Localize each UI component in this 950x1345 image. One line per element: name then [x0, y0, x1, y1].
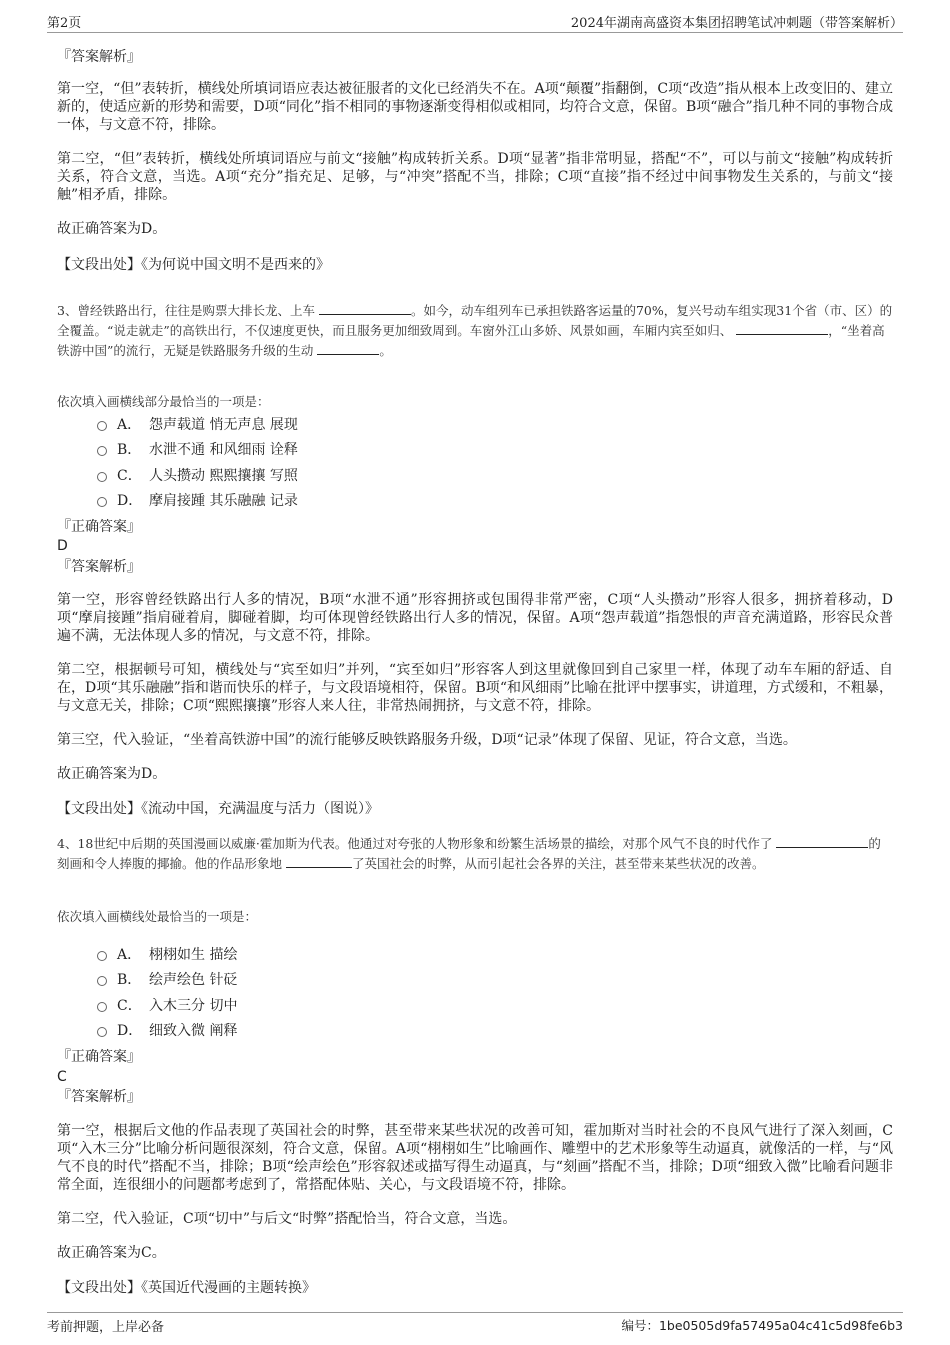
question-stem: [57, 301, 893, 361]
question-text: 的刻画和令人捧腹的揶揄。他的作品形象地: [57, 836, 881, 871]
conclusion-text: 故正确答案为D。: [57, 221, 167, 237]
answer-blank: [776, 835, 868, 848]
analysis-label: 『答案解析』: [57, 49, 141, 65]
option-c[interactable]: [97, 992, 237, 1018]
source-citation: 【文段出处】《流动中国，充满温度与活力（图说）》: [57, 801, 379, 817]
conclusion-text: 故正确答案为C。: [57, 1245, 166, 1261]
option-text: 绘声绘色 针砭: [149, 972, 238, 989]
option-c[interactable]: [97, 462, 298, 488]
document-title: 2024年湖南高盛资本集团招聘笔试冲刺题（带答案解析）: [570, 16, 903, 31]
analysis-label: 『答案解析』: [57, 559, 141, 575]
option-d[interactable]: [97, 488, 298, 514]
question-text: 。: [379, 343, 392, 358]
radio-icon[interactable]: [97, 1027, 107, 1037]
option-letter: A．: [117, 946, 142, 963]
answer-blank: [317, 342, 379, 355]
option-text: 人头攒动 熙熙攘攘 写照: [149, 467, 298, 484]
answer-blank: [736, 322, 828, 335]
radio-icon[interactable]: [97, 472, 107, 482]
radio-icon[interactable]: [97, 421, 107, 431]
option-text: 怨声载道 悄无声息 展现: [149, 416, 298, 433]
option-letter: B．: [117, 972, 142, 989]
analysis-paragraph: 第二空，“但”表转折，横线处所填词语应与前文“接触”构成转折关系。D项“显著”指非常明显，搭配“不”，可以与前文“接触”构成转折关系，符合文意，当选。A项“充分”指充足、足够，与“冲突”搭配不当，排除；C项“直接”指不经过中间事物发生关系的，与前文“接触”相矛盾，排除。: [57, 151, 893, 203]
option-b[interactable]: [97, 967, 237, 993]
option-d[interactable]: [97, 1018, 237, 1044]
document-id: 编号：1be0505d9fa57495a04c41c5d98fe6b3: [621, 1318, 903, 1333]
page-header: [47, 10, 903, 33]
question-4: [57, 834, 893, 874]
page-footer: [47, 1312, 903, 1335]
option-list: [97, 941, 237, 1043]
question-text: 了英国社会的时弊，从而引起社会各界的关注，甚至带来某些状况的改善。: [352, 856, 765, 871]
radio-icon[interactable]: [97, 497, 107, 507]
option-b[interactable]: [97, 437, 298, 463]
conclusion-text: 故正确答案为D。: [57, 766, 167, 782]
correct-answer-label: 『正确答案』: [57, 519, 141, 535]
analysis-paragraph: 第一空，“但”表转折，横线处所填词语应表达被征服者的文化已经消失不在。A项“颠覆”指翻倒，C项“改造”指从根本上改变旧的、建立新的，使适应新的形势和需要，D项“同化”指不相同的事物逐渐变得相似或相同，均符合文意，保留。B项“融合”指几种不同的事物合成一体，与文意不符，排除。: [57, 81, 893, 133]
analysis-paragraph: 第二空，代入验证，C项“切中”与后文“时弊”搭配恰当，符合文意，当选。: [57, 1211, 517, 1227]
question-text: 。如今，动车组列车已承担铁路客运量的70%，复兴号动车组实现31个省（市、区）的全覆盖。“说走就走”的高铁出行，不仅速度更快，而且服务更加细致周到。车窗外江山多娇、风景如画，车厢内宾至如归、: [57, 303, 893, 338]
correct-answer: C: [57, 1069, 67, 1085]
correct-answer-label: 『正确答案』: [57, 1049, 141, 1065]
source-citation: 【文段出处】《为何说中国文明不是西来的》: [57, 257, 330, 273]
option-letter: D．: [117, 1023, 143, 1040]
analysis-paragraph: 第二空，根据顿号可知，横线处与“宾至如归”并列，“宾至如归”形容客人到这里就像回到自己家里一样，体现了动车车厢的舒适、自在，D项“其乐融融”指和谐而快乐的样子，与文段语境相符，保留。B项“和风细雨”比喻在批评中摆事实，讲道理，方式缓和，不粗暴，与文意无关，排除；C项“熙熙攘攘”形容人来人往，非常热闹拥挤，与文意不符，排除。: [57, 662, 893, 714]
question-text: ，“坐着高铁游中国”的流行，无疑是铁路服务升级的生动: [57, 323, 885, 358]
radio-icon[interactable]: [97, 1002, 107, 1012]
page-number: 第2页: [47, 16, 82, 31]
question-stem: [57, 834, 893, 874]
analysis-paragraph: 第三空，代入验证，“坐着高铁游中国”的流行能够反映铁路服务升级，D项“记录”体现了保留、见证，符合文意，当选。: [57, 732, 797, 748]
analysis-label: 『答案解析』: [57, 1089, 141, 1105]
question-prompt: 依次填入画横线处最恰当的一项是：: [57, 909, 258, 924]
footer-slogan: 考前押题，上岸必备: [47, 1320, 165, 1335]
option-text: 水泄不通 和风细雨 诠释: [149, 442, 298, 459]
option-letter: A．: [117, 416, 142, 433]
analysis-paragraph: 第一空，形容曾经铁路出行人多的情况，B项“水泄不通”形容拥挤或包围得非常严密，C项“人头攒动”形容人很多，拥挤着移动，D项“摩肩接踵”指肩碰着肩，脚碰着脚，均可体现曾经铁路出行人多的情况，保留。A项“怨声载道”指怨恨的声音充满道路，形容民众普遍不满，无法体现人多的情况，与文意不符，排除。: [57, 592, 893, 644]
option-text: 摩肩接踵 其乐融融 记录: [149, 493, 298, 510]
radio-icon[interactable]: [97, 951, 107, 961]
option-list: [97, 411, 298, 513]
option-letter: C．: [117, 467, 142, 484]
radio-icon[interactable]: [97, 446, 107, 456]
option-a[interactable]: [97, 941, 237, 967]
question-prompt: 依次填入画横线部分最恰当的一项是：: [57, 394, 270, 409]
option-text: 入木三分 切中: [149, 997, 238, 1014]
answer-blank: [319, 302, 411, 315]
radio-icon[interactable]: [97, 976, 107, 986]
analysis-paragraph: 第一空，根据后文他的作品表现了英国社会的时弊，甚至带来某些状况的改善可知，霍加斯对当时社会的不良风气进行了深入刻画，C项“入木三分”比喻分析问题很深刻，符合文意，保留。A项“栩栩如生”比喻画作、雕塑中的艺术形象等生动逼真，就像活的一样，与“风气不良的时代”搭配不当，排除；B项“绘声绘色”形容叙述或描写得生动逼真，与“刻画”搭配不当，排除；D项“细致入微”比喻看问题非常全面，连很细小的问题都考虑到了，常搭配体贴、关心，与文段语境不符，排除。: [57, 1123, 893, 1193]
source-citation: 【文段出处】《英国近代漫画的主题转换》: [57, 1280, 316, 1296]
answer-blank: [286, 855, 352, 868]
option-a[interactable]: [97, 411, 298, 437]
option-text: 栩栩如生 描绘: [149, 946, 238, 963]
question-3: [57, 301, 893, 361]
option-letter: C．: [117, 997, 142, 1014]
option-text: 细致入微 阐释: [149, 1023, 238, 1040]
correct-answer: D: [57, 538, 68, 554]
question-text: 4、18世纪中后期的英国漫画以威廉·霍加斯为代表。他通过对夸张的人物形象和纷繁生活场景的描绘，对那个风气不良的时代作了: [57, 836, 773, 851]
option-letter: B．: [117, 442, 142, 459]
question-text: 3、曾经铁路出行，往往是购票大排长龙、上车: [57, 303, 315, 318]
option-letter: D．: [117, 493, 143, 510]
